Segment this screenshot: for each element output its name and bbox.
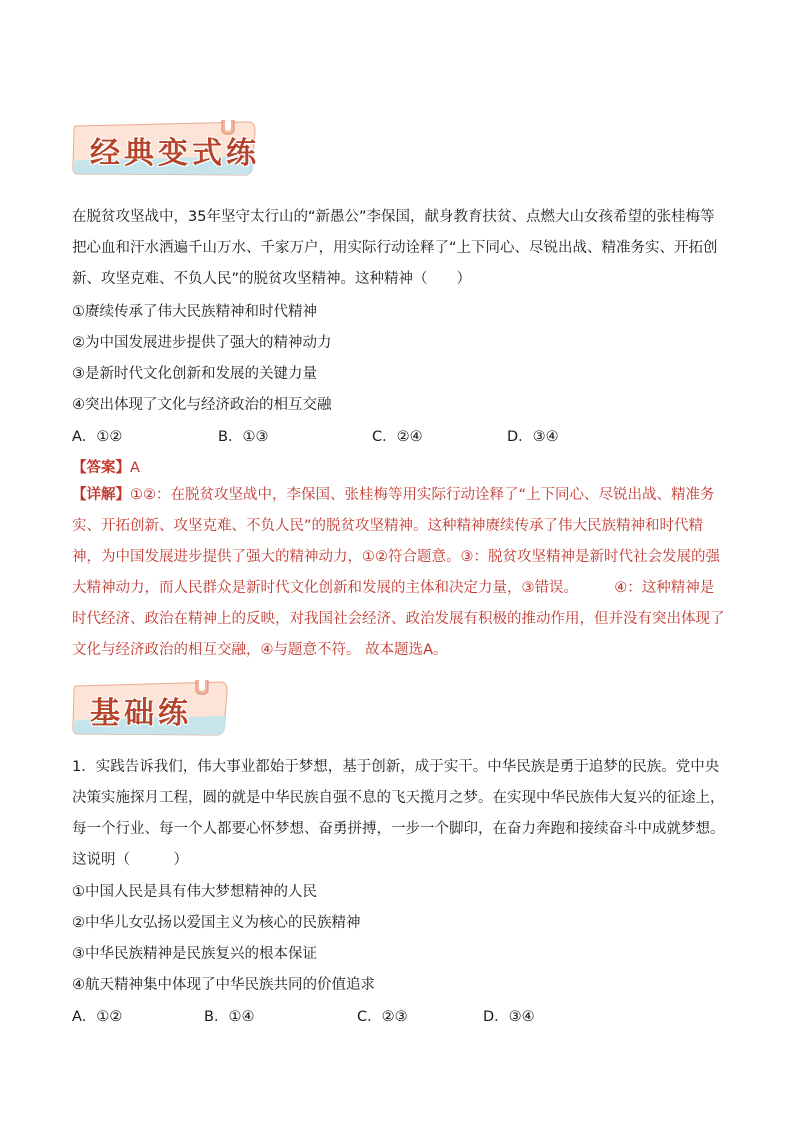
statement-2: ②中华儿女弘扬以爱国主义为核心的民族精神: [72, 915, 361, 931]
option-b: B．①③: [218, 429, 269, 445]
option-d: D．③④: [507, 429, 559, 445]
statement-2: ②为中国发展进步提供了强大的精神动力: [72, 335, 332, 351]
option-b: B．①④: [204, 1009, 255, 1025]
option-c: C．②③: [357, 1009, 408, 1025]
detail-text: ①②：在脱贫攻坚战中，李保国、张桂梅等用实际行动诠释了“上下同心、尽锐出战、精准务实、开拓创新、攻坚克难、不负人民”的脱贫攻坚精神。这种精神赓续传承了伟大民族精神和时代精神，为中国发展进步提供了强大的精神动力，①②符合题意。③：脱贫攻坚精神是新时代社会发展的强大精神动力，而人民群众是新时代文化创新和发展的主体和决定力量，③错误。 ④：这种精神是时代经济、政治在精神上的反映，对我国社会经济、政治发展有积极的推动作用，但并没有突出体现了文化与经济政治的相互交融，④与题意不符。 故本题选A。: [72, 487, 725, 658]
statement-4: ④航天精神集中体现了中华民族共同的价值追求: [72, 977, 375, 993]
section-title: 经典变式练: [90, 136, 260, 171]
section-banner-basic: [72, 680, 232, 736]
answer-label: 【答案】: [72, 460, 130, 476]
question-stem: 1．实践告诉我们，伟大事业都始于梦想，基于创新，成于实干。中华民族是勇于追梦的民族。党中央决策实施探月工程，圆的就是中华民族自强不息的飞天揽月之梦。在实现中华民族伟大复兴的征途上，每一个行业、每一个人都要心怀梦想、奋勇拼搏，一步一个脚印，在奋力奔跑和接续奋斗中成就梦想。这说明（ ）: [72, 759, 725, 868]
statement-4: ④突出体现了文化与经济政治的相互交融: [72, 397, 332, 413]
option-a: A．①②: [72, 1009, 123, 1025]
statement-3: ③中华民族精神是民族复兴的根本保证: [72, 946, 317, 962]
question-stem: 在脱贫攻坚战中，35年坚守太行山的“新愚公”李保国，献身教育扶贫、点燃大山女孩希望的张桂梅等把心血和汗水洒遍千山万水、千家万户，用实际行动诠释了“上下同心、尽锐出战、精准务实、开拓创新、攻坚克难、不负人民”的脱贫攻坚精神。这种精神（ ）: [72, 209, 718, 287]
detail-label: 【详解】: [72, 487, 130, 503]
answer-value: A: [130, 460, 140, 476]
statement-1: ①中国人民是具有伟大梦想精神的人民: [72, 884, 317, 900]
statement-3: ③是新时代文化创新和发展的关键力量: [72, 366, 317, 382]
answer-line: [72, 456, 140, 477]
option-c: C．②④: [372, 429, 423, 445]
option-a: A．①②: [72, 429, 123, 445]
section-title: 基础练: [90, 696, 192, 731]
section-banner-classic: [72, 120, 260, 176]
option-d: D．③④: [483, 1009, 535, 1025]
statement-1: ①赓续传承了伟大民族精神和时代精神: [72, 304, 317, 320]
answer-detail: [72, 480, 726, 666]
